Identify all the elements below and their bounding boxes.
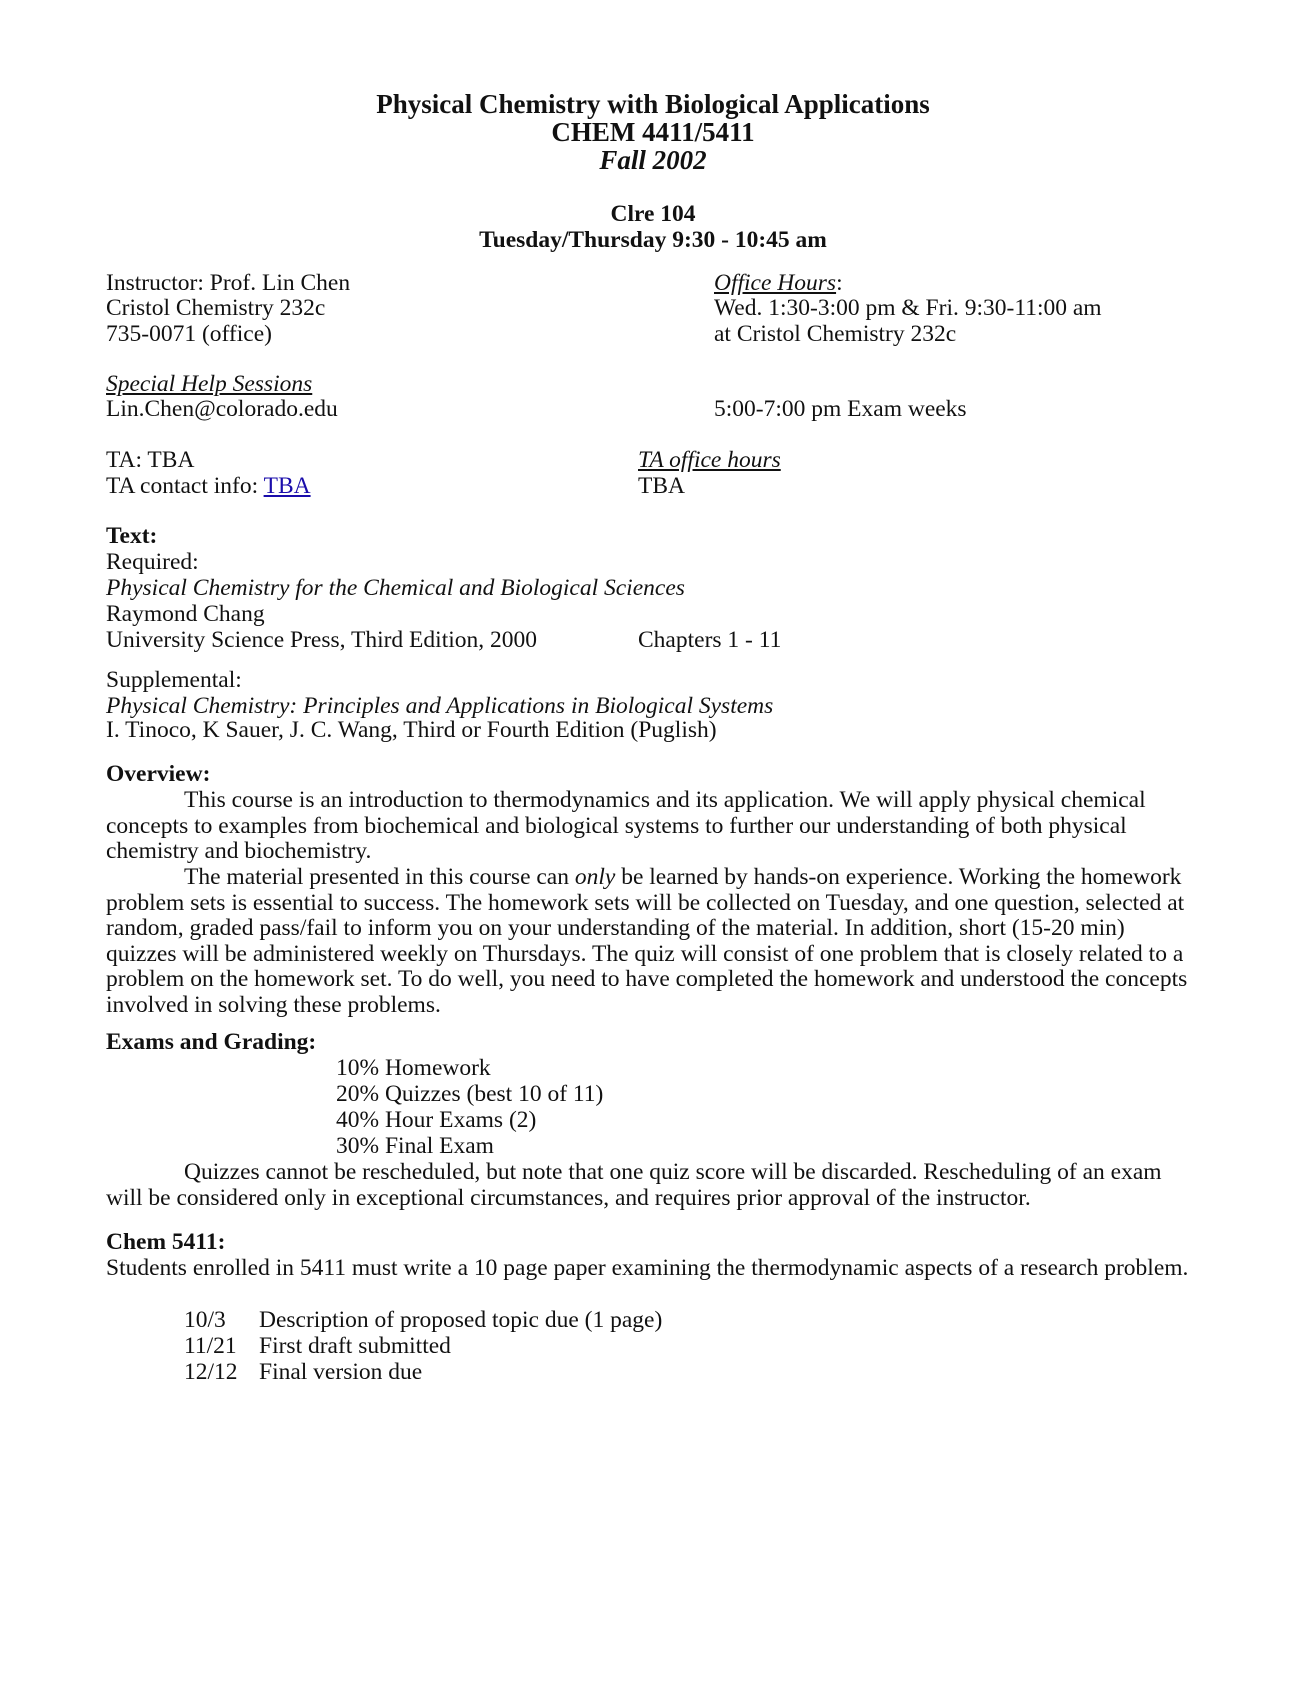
course-term: Fall 2002 [599,145,707,175]
chem5411-heading: Chem 5411: [106,1229,226,1255]
chem5411-description: Students enrolled in 5411 must write a 10 page paper examining the thermodynamic aspects of a research problem. [106,1255,1189,1281]
schedule-item: Final version due [259,1359,423,1385]
instructor-phone: 735-0071 (office) [106,321,272,347]
supplemental-label: Supplemental: [106,667,242,693]
grading-item: 20% Quizzes (best 10 of 11) [336,1081,604,1107]
schedule-item: Description of proposed topic due (1 page) [259,1307,663,1333]
required-publisher: University Science Press, Third Edition, 2000 [106,627,537,653]
help-time: 5:00-7:00 pm Exam weeks [714,396,967,422]
grading-item: 10% Homework [336,1055,491,1081]
required-chapters: Chapters 1 - 11 [638,627,782,653]
ta-contact-link[interactable]: TBA [263,473,311,499]
schedule-date: 11/21 [184,1333,237,1359]
overview-heading: Overview: [106,761,211,787]
help-sessions-label: Special Help Sessions [106,371,313,397]
course-title: Physical Chemistry with Biological Applications [376,89,930,119]
ta-contact: TA contact info: TBA [106,473,311,499]
office-hours-location: at Cristol Chemistry 232c [714,321,957,347]
schedule-item: First draft submitted [259,1333,451,1359]
schedule-date: 12/12 [184,1359,238,1385]
grading-note: Quizzes cannot be rescheduled, but note that one quiz score will be discarded. Rescheduling of an exam will be considered only in exceptional circumstances, and requires prior approval of the instructor. [106,1159,1162,1211]
required-author: Raymond Chang [106,601,265,627]
grading-item: 30% Final Exam [336,1133,494,1159]
ta-office-hours-label: TA office hours [638,447,781,473]
instructor-name: Instructor: Prof. Lin Chen [106,270,351,296]
course-number: CHEM 4411/5411 [551,117,755,147]
instructor-office: Cristol Chemistry 232c [106,295,326,321]
supplemental-author: I. Tinoco, K Sauer, J. C. Wang, Third or Fourth Edition (Puglish) [106,717,717,743]
grading-heading: Exams and Grading: [106,1029,317,1055]
help-email: Lin.Chen@colorado.edu [106,396,338,422]
ta-office-hours-value: TBA [638,473,685,499]
supplemental-title: Physical Chemistry: Principles and Applications in Biological Systems [106,693,774,719]
overview-paragraph-1: This course is an introduction to thermodynamics and its application. We will apply physical chemical concepts to examples from biochemical and biological systems to further our understanding of both physical chemistry and biochemistry. [106,787,1146,865]
text-heading: Text: [106,523,158,549]
required-label: Required: [106,549,199,575]
office-hours-label: Office Hours: [714,270,843,296]
course-room: Clre 104 [610,201,696,227]
schedule-date: 10/3 [184,1307,226,1333]
grading-item: 40% Hour Exams (2) [336,1107,537,1133]
required-title: Physical Chemistry for the Chemical and Biological Sciences [106,575,685,601]
overview-paragraph-2: The material presented in this course can only be learned by hands-on experience. Working the homework problem sets is essential to success. The homework sets will be collected on Tuesday, and one question, selected at random, graded pass/fail to inform you on your understanding of the material. In addition, short (15-20 min) quizzes will be administered weekly on Thursdays. The quiz will consist of one problem that is closely related to a problem on the homework set. To do well, you need to have completed the homework and understood the concepts involved in solving these problems. [106,864,1188,1018]
ta-name: TA: TBA [106,447,195,473]
course-schedule: Tuesday/Thursday 9:30 - 10:45 am [479,227,827,253]
office-hours-time: Wed. 1:30-3:00 pm & Fri. 9:30-11:00 am [714,295,1102,321]
